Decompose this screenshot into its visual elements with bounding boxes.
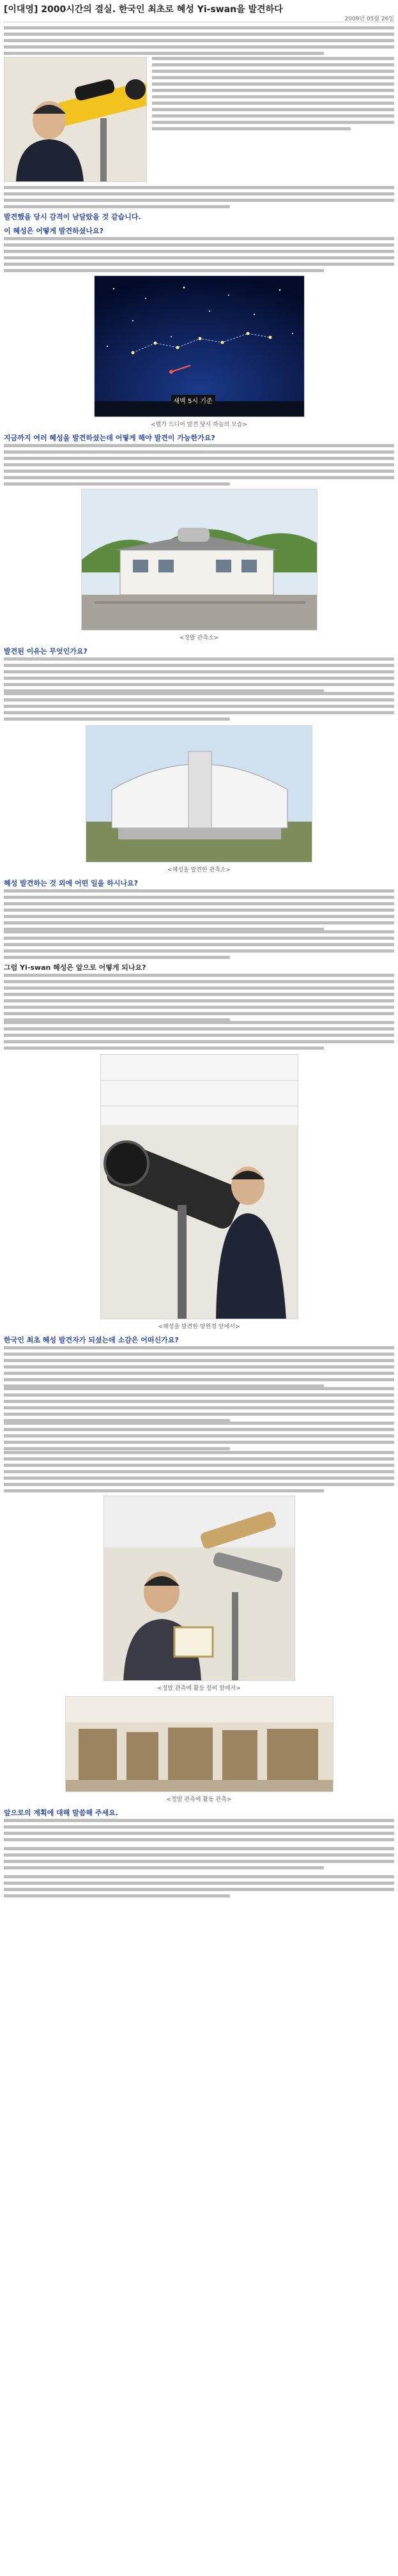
paragraph-5	[4, 657, 394, 692]
observatory-caption: <정발 관측소>	[179, 635, 219, 641]
intro-side-text	[152, 56, 394, 181]
display-caption: <정발 관측에 활동 관측>	[166, 1797, 232, 1803]
telescope-photo	[100, 1054, 298, 1319]
star-map-caption: <별가 드디어 발견 당시 하늘의 모습>	[150, 422, 248, 428]
paragraph-4	[4, 444, 394, 485]
article-date: 2009년 05월 26일	[344, 16, 394, 22]
paragraph-9	[4, 974, 394, 1021]
star-map-time-tag: 새벽 5시 기준	[171, 395, 215, 406]
observatory-photo	[81, 489, 318, 631]
section-heading-q1: 발견했을 당시 감격이 남달랐을 것 같습니다.	[4, 213, 141, 221]
section-heading-q5: 혜성 발견하는 것 외에 어떤 일을 하시나요?	[4, 879, 138, 887]
observatory-dome-photo	[86, 725, 312, 862]
paragraph-17	[4, 1875, 394, 1903]
display-photo	[65, 1696, 333, 1792]
paragraph-14	[4, 1451, 394, 1492]
equipment-photo	[103, 1496, 295, 1681]
paragraph-8	[4, 930, 394, 960]
paragraph-7	[4, 889, 394, 930]
section-heading-q4: 발견된 이유는 무엇인가요?	[4, 647, 88, 656]
section-heading-q2: 이 혜성은 어떻게 발견하셨나요?	[4, 227, 104, 235]
intro-section	[4, 56, 394, 182]
portrait-photo	[4, 57, 147, 182]
star-map-image	[94, 275, 305, 417]
paragraph-15	[4, 1819, 394, 1847]
paragraph-10	[4, 1021, 394, 1050]
paragraph-12	[4, 1387, 394, 1422]
paragraph-3	[4, 237, 394, 272]
section-heading-q6: 그럼 Yi-swan 혜성은 앞으로 어떻게 되나요?	[4, 963, 146, 972]
article-headline: [이대영] 2000시간의 결실. 한국인 최초로 혜성 Yi-swan을 발견하다	[4, 4, 283, 15]
paragraph-16	[4, 1847, 394, 1875]
equipment-caption: <정발 관측에 활동 장비 앞에서>	[157, 1685, 241, 1692]
paragraph-6	[4, 692, 394, 721]
paragraph-11	[4, 1346, 394, 1387]
observatory-dome-caption: <혜성을 발견한 관측소>	[167, 867, 231, 873]
paragraph-2	[4, 186, 394, 209]
telescope-caption: <혜성을 발견한 망원경 앞에서>	[158, 1324, 240, 1330]
section-heading-q8: 앞으로의 계획에 대해 말씀해 주세요.	[4, 1809, 118, 1817]
section-heading-q3: 지금까지 여러 혜성을 발견하셨는데 어떻게 해야 발견이 가능한가요?	[4, 434, 215, 442]
paragraph-13	[4, 1422, 394, 1451]
intro-paragraph	[4, 26, 394, 56]
section-heading-q7: 한국인 최초 혜성 발견자가 되셨는데 소감은 어떠신가요?	[4, 1336, 179, 1344]
